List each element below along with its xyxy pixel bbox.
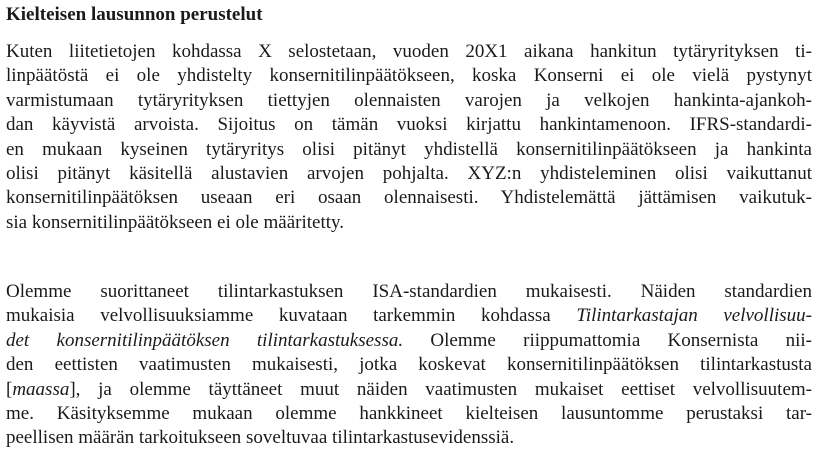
- text-line: den eettisten vaatimusten mukaisesti, jotka koskevat konsernitilinpäätöksen tilintarkastusta: [6, 354, 812, 376]
- text-line: me. Käsityksemme mukaan olemme hankkineet kielteisen lausuntomme perustaksi tar-: [6, 402, 812, 424]
- text-line: konsernitilinpäätöksen useaan eri osaan olennaisesti. Yhdistelemättä jättämisen vaikutuk-: [6, 187, 812, 209]
- text-line: dan käyvistä arvoista. Sijoitus on tämän vuoksi kirjattu hankintamenoon. IFRS-standardi-: [6, 114, 812, 136]
- text-line: varmistumaan tytäryrityksen tiettyjen olennaisten varojen ja velkojen hankinta-ajankoh-: [6, 89, 812, 111]
- text-line: [6, 329, 812, 353]
- text-segment: mukaisia velvollisuuksiamme kuvataan tarkemmin kohdassa: [6, 305, 577, 327]
- text-line: Olemme suorittaneet tilintarkastuksen ISA-standardien mukaisesti. Näiden standardien: [6, 281, 812, 302]
- italic-placeholder: maassa: [12, 378, 70, 400]
- text-segment: Olemme riippumattomia Konsernista nii-: [403, 329, 812, 351]
- italic-reference: det konsernitilinpäätöksen tilintarkastuksessa.: [6, 329, 404, 351]
- text-segment: ], ja olemme täyttäneet muut näiden vaatimusten mukaiset eettiset velvollisuutem-: [69, 378, 812, 400]
- text-line: sia konsernitilinpäätökseen ei ole määritetty.: [6, 211, 345, 233]
- text-line: linpäätöstä ei ole yhdistelty konsernitilinpäätökseen, koska Konserni ei ole vielä pystynyt: [6, 65, 812, 87]
- text-line: peellisen määrän tarkoitukseen soveltuvaa tilintarkastusevidenssiä.: [6, 427, 515, 449]
- paragraph-basis-for-adverse-opinion: [6, 40, 812, 235]
- text-line: olisi pitänyt käsitellä alustavien arvojen pohjalta. XYZ:n yhdisteleminen olisi vaikuttanut: [6, 162, 812, 184]
- text-line: en mukaan kyseinen tytäryritys olisi pitänyt yhdistellä konsernitilinpäätökseen ja hankinta: [6, 138, 812, 160]
- text-line: [6, 378, 812, 402]
- bracket: [: [6, 378, 13, 400]
- paragraph-audit-standards: [6, 280, 812, 451]
- text-line: [6, 304, 812, 328]
- section-heading: Kielteisen lausunnon perustelut: [6, 4, 263, 25]
- text-line: Kuten liitetietojen kohdassa X selostetaan, vuoden 20X1 aikana hankitun tytäryrityksen ti-: [6, 41, 812, 62]
- italic-reference: Tilintarkastajan velvollisuu-: [576, 305, 812, 327]
